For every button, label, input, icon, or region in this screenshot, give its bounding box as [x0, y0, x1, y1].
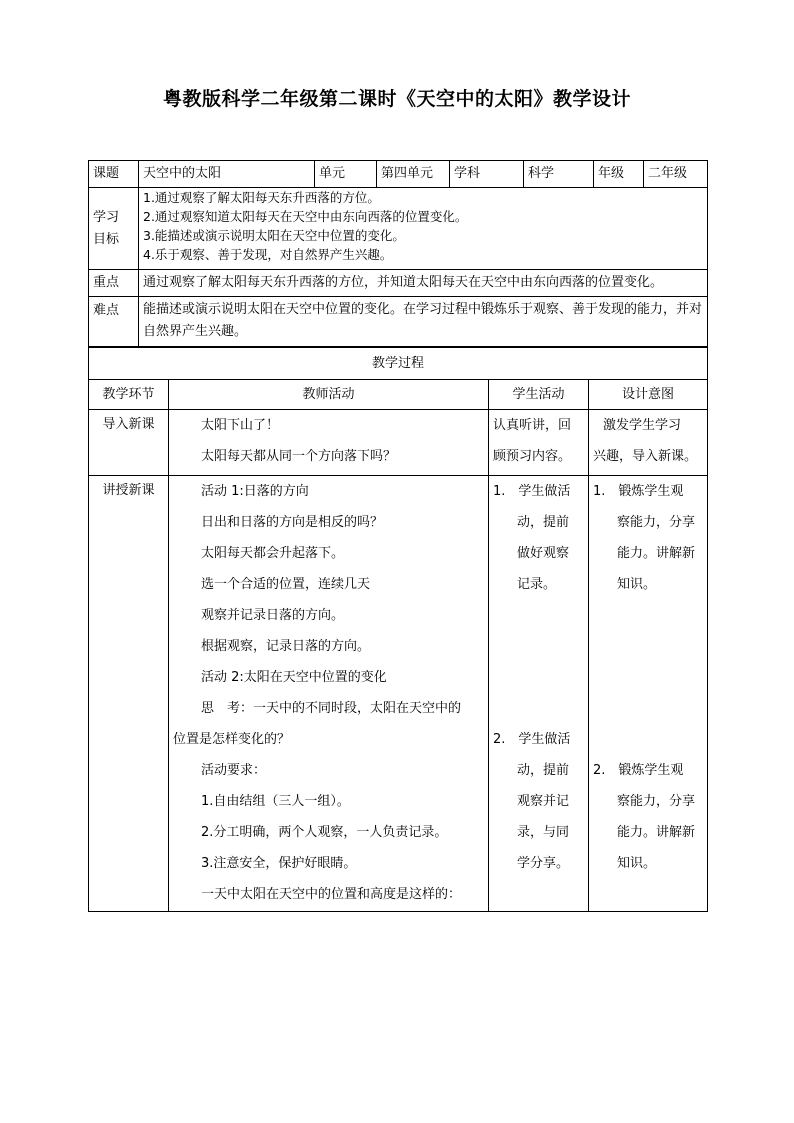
- key-point-text: 通过观察了解太阳每天东升西落的方位，并知道太阳每天在天空中由东向西落的位置变化。: [139, 270, 708, 297]
- text-line: 察能力，分享: [617, 794, 696, 809]
- text-line: 记录。: [517, 577, 557, 592]
- text-line: 动，提前: [517, 763, 570, 778]
- text-line: 兴趣，导入新课。: [593, 449, 698, 464]
- label-goals-line-2: 目标: [93, 231, 120, 247]
- text-line: 3.注意安全，保护好眼睛。: [201, 856, 357, 871]
- intro-teacher: [169, 410, 489, 476]
- label-goals-line-1: 学习: [93, 209, 120, 225]
- text-line: 动，提前: [517, 515, 570, 530]
- text-line: 1. 学生做活: [493, 484, 571, 499]
- column-header: 教师活动: [169, 380, 489, 410]
- text-line: 顾预习内容。: [493, 449, 572, 464]
- text-line: 活动 2:太阳在天空中位置的变化: [201, 670, 387, 685]
- text-line: 活动 1:日落的方向: [201, 484, 309, 499]
- text-line: 位置是怎样变化的？: [173, 732, 291, 747]
- goal-item: 1.通过观察了解太阳每天东升西落的方位。: [143, 190, 380, 205]
- spacer: [493, 600, 584, 724]
- text-line: 太阳每天都从同一个方向落下吗？: [201, 449, 397, 464]
- label-key-point: 重点: [89, 270, 139, 297]
- text-line: 太阳每天都会升起落下。: [201, 546, 345, 561]
- column-header: 设计意图: [589, 380, 708, 410]
- intro-intent: [589, 410, 708, 476]
- goal-item: 4.乐于观察、善于发现，对自然界产生兴趣。: [143, 247, 393, 262]
- value-grade: 二年级: [644, 161, 708, 188]
- value-topic: 天空中的太阳: [139, 161, 315, 188]
- text-line: 观察并记录日落的方向。: [201, 608, 345, 623]
- text-line: 活动要求：: [201, 763, 267, 778]
- text-line: 激发学生学习: [603, 418, 682, 433]
- lecture-intent: [589, 476, 708, 912]
- process-heading: 教学过程: [89, 348, 708, 380]
- text-line: 2. 学生做活: [493, 732, 571, 747]
- difficulty-text: 能描述或演示说明太阳在天空中位置的变化。在学习过程中锻炼乐于观察、善于发现的能力，并对自然界产生兴趣。: [139, 297, 708, 347]
- text-line: 一天中太阳在天空中的位置和高度是这样的：: [201, 887, 462, 902]
- text-line: 2. 锻炼学生观: [593, 763, 684, 778]
- text-line: 观察并记: [517, 794, 570, 809]
- process-table: [88, 347, 708, 912]
- text-line: 根据观察，记录日落的方向。: [201, 639, 371, 654]
- lecture-student: [489, 476, 589, 912]
- text-line: 日出和日落的方向是相反的吗？: [201, 515, 384, 530]
- intro-student: [489, 410, 589, 476]
- label-unit: 单元: [315, 161, 377, 188]
- column-header: 教学环节: [89, 380, 169, 410]
- document-title: 粤教版科学二年级第二课时《天空中的太阳》教学设计: [162, 88, 631, 110]
- value-subject: 科学: [524, 161, 594, 188]
- text-line: 思 考：一天中的不同时段，太阳在天空中的: [201, 701, 462, 716]
- lecture-teacher: [169, 476, 489, 912]
- value-unit: 第四单元: [377, 161, 450, 188]
- text-line: 录，与同: [517, 825, 570, 840]
- text-line: 做好观察: [517, 546, 570, 561]
- lesson-plan-table: [88, 160, 707, 912]
- text-line: 学分享。: [517, 856, 570, 871]
- stage-intro: 导入新课: [89, 410, 169, 476]
- text-line: 认真听讲，回: [493, 418, 572, 433]
- text-line: 能力。讲解新: [617, 825, 696, 840]
- text-line: 察能力，分享: [617, 515, 696, 530]
- label-goals: [89, 188, 139, 270]
- goal-item: 2.通过观察知道太阳每天在天空中由东向西落的位置变化。: [143, 209, 468, 224]
- stage-lecture: 讲授新课: [89, 476, 169, 912]
- text-line: 能力。讲解新: [617, 546, 696, 561]
- label-difficulty: 难点: [89, 297, 139, 347]
- text-line: 知识。: [617, 577, 657, 592]
- text-line: 1. 锻炼学生观: [593, 484, 684, 499]
- label-topic: 课题: [89, 161, 139, 188]
- text-line: 知识。: [617, 856, 657, 871]
- goals-list: [139, 188, 708, 270]
- text-line: 2.分工明确，两个人观察，一人负责记录。: [201, 825, 448, 840]
- spacer: [593, 600, 703, 755]
- text-line: 选一个合适的位置，连续几天: [201, 577, 371, 592]
- goal-item: 3.能描述或演示说明太阳在天空中位置的变化。: [143, 228, 405, 243]
- label-grade: 年级: [594, 161, 644, 188]
- text-line: 太阳下山了！: [201, 418, 280, 433]
- header-table: [88, 160, 708, 347]
- column-header: 学生活动: [489, 380, 589, 410]
- text-line: 1.自由结组（三人一组）。: [201, 794, 350, 809]
- label-subject: 学科: [450, 161, 524, 188]
